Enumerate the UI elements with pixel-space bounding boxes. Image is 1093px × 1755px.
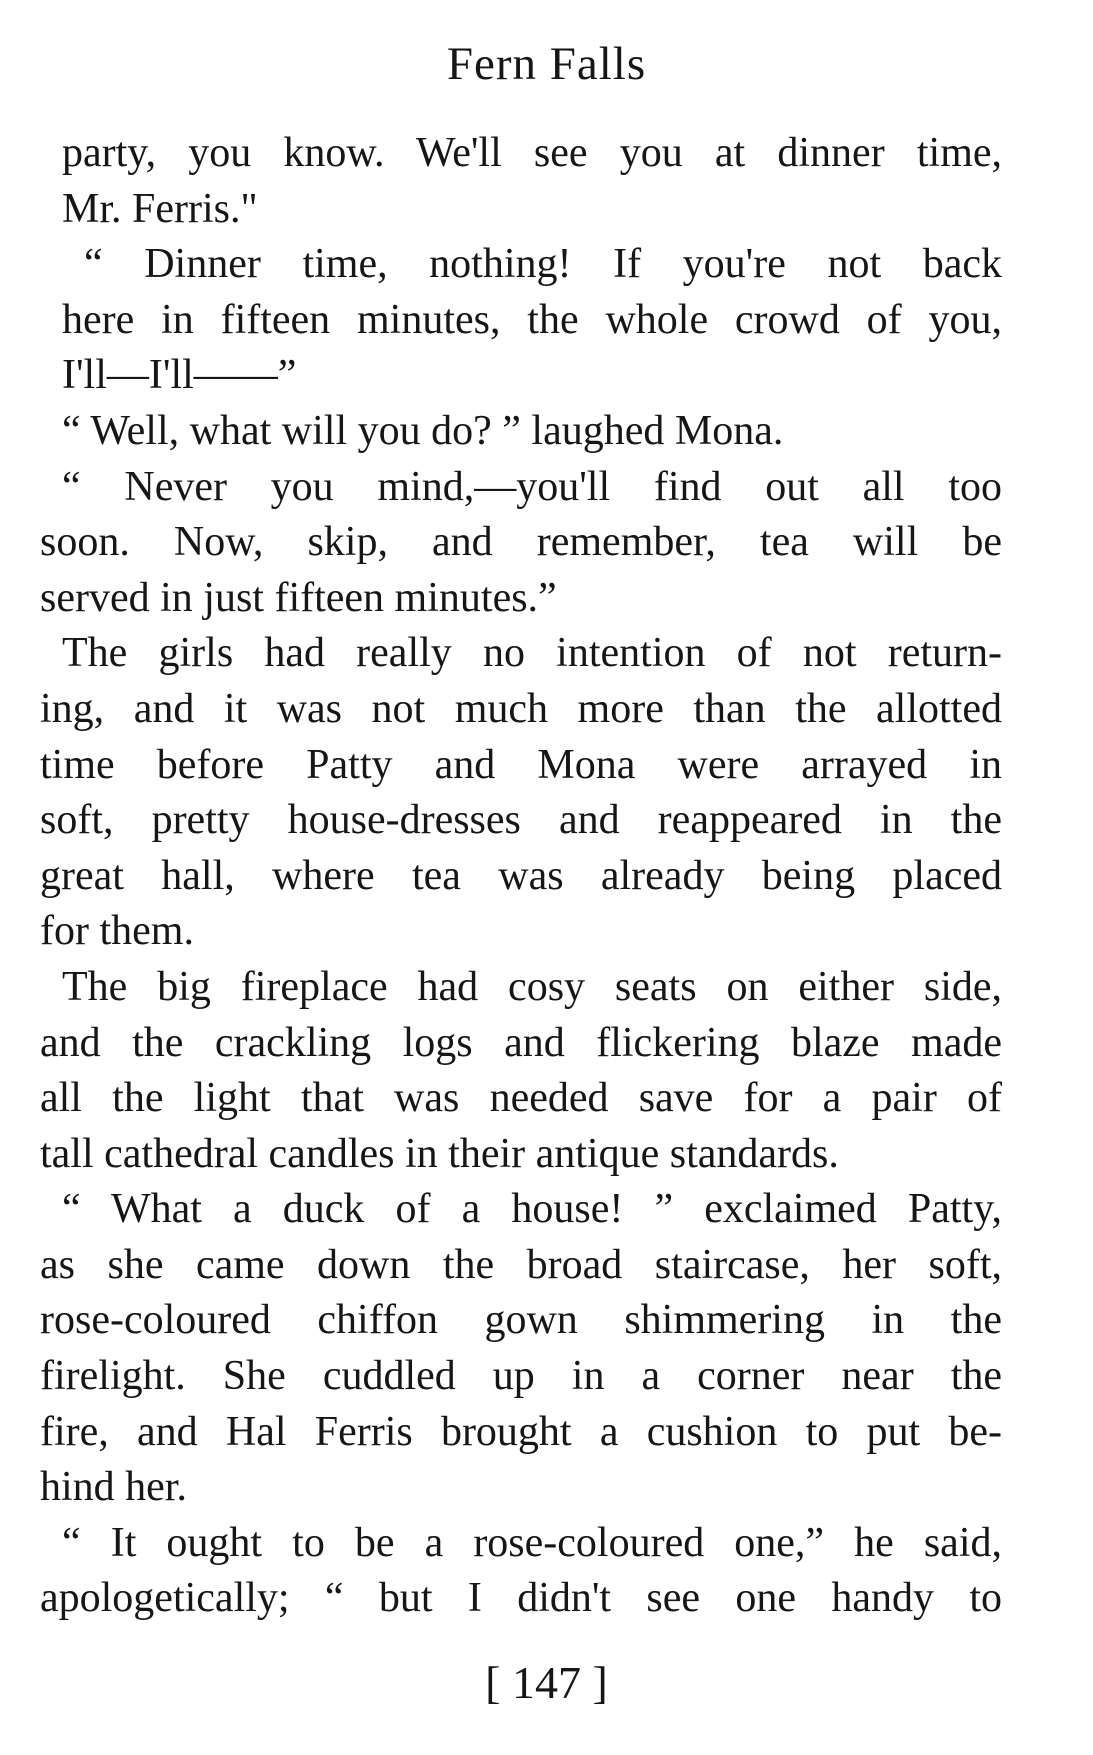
- text-line: I'll—I'll——”: [62, 352, 297, 399]
- text-line: great hall, where tea was already being placed: [40, 852, 1002, 899]
- text-line: soft, pretty house-dresses and reappeared in the: [40, 797, 1002, 844]
- text-line: firelight. She cuddled up in a corner near the: [40, 1353, 1002, 1400]
- text-line: and the crackling logs and flickering blaze made: [40, 1019, 1002, 1066]
- text-line: all the light that was needed save for a pair of: [40, 1075, 1002, 1122]
- body-text: [40, 126, 1002, 1627]
- text-line: tall cathedral candles in their antique standards.: [40, 1130, 839, 1177]
- page-number: [ 147 ]: [485, 1657, 608, 1708]
- paragraph-2: [40, 237, 1002, 404]
- text-line: rose-coloured chiffon gown shimmering in the: [40, 1297, 1002, 1344]
- text-line: for them.: [40, 908, 194, 955]
- text-line: party, you know. We'll see you at dinner time,: [62, 130, 1002, 176]
- text-line: ing, and it was not much more than the allotted: [40, 685, 1002, 732]
- text-line: “ Well, what will you do? ” laughed Mona.: [62, 407, 784, 454]
- paragraph-1: [40, 126, 1002, 237]
- running-head: Fern Falls: [446, 38, 647, 90]
- paragraph-5: [40, 626, 1002, 960]
- paragraph-7: [40, 1182, 1002, 1516]
- text-line: served in just fifteen minutes.”: [40, 574, 557, 621]
- text-line: here in fifteen minutes, the whole crowd of you,: [62, 296, 1002, 343]
- text-line: Mr. Ferris.": [62, 185, 258, 232]
- text-line: fire, and Hal Ferris brought a cushion to put be-: [40, 1408, 1002, 1455]
- text-line: “ Never you mind,—you'll find out all too: [62, 463, 1002, 510]
- text-line: time before Patty and Mona were arrayed in: [40, 741, 1002, 788]
- text-line: soon. Now, skip, and remember, tea will be: [40, 519, 1002, 566]
- paragraph-4: [40, 460, 1002, 627]
- paragraph-8: [40, 1516, 1002, 1627]
- text-line: The big fireplace had cosy seats on either side,: [62, 963, 1002, 1010]
- text-line: “ Dinner time, nothing! If you're not back: [84, 241, 1002, 288]
- text-line: apologetically; “ but I didn't see one handy to: [40, 1575, 1002, 1622]
- text-line: The girls had really no intention of not return-: [62, 630, 1002, 677]
- text-line: hind her.: [40, 1464, 187, 1511]
- paragraph-6: [40, 960, 1002, 1182]
- text-line: “ What a duck of a house! ” exclaimed Patty,: [62, 1186, 1002, 1233]
- text-line: “ It ought to be a rose-coloured one,” he said,: [62, 1519, 1002, 1566]
- text-line: as she came down the broad staircase, her soft,: [40, 1241, 1002, 1288]
- paragraph-3: [40, 404, 1002, 460]
